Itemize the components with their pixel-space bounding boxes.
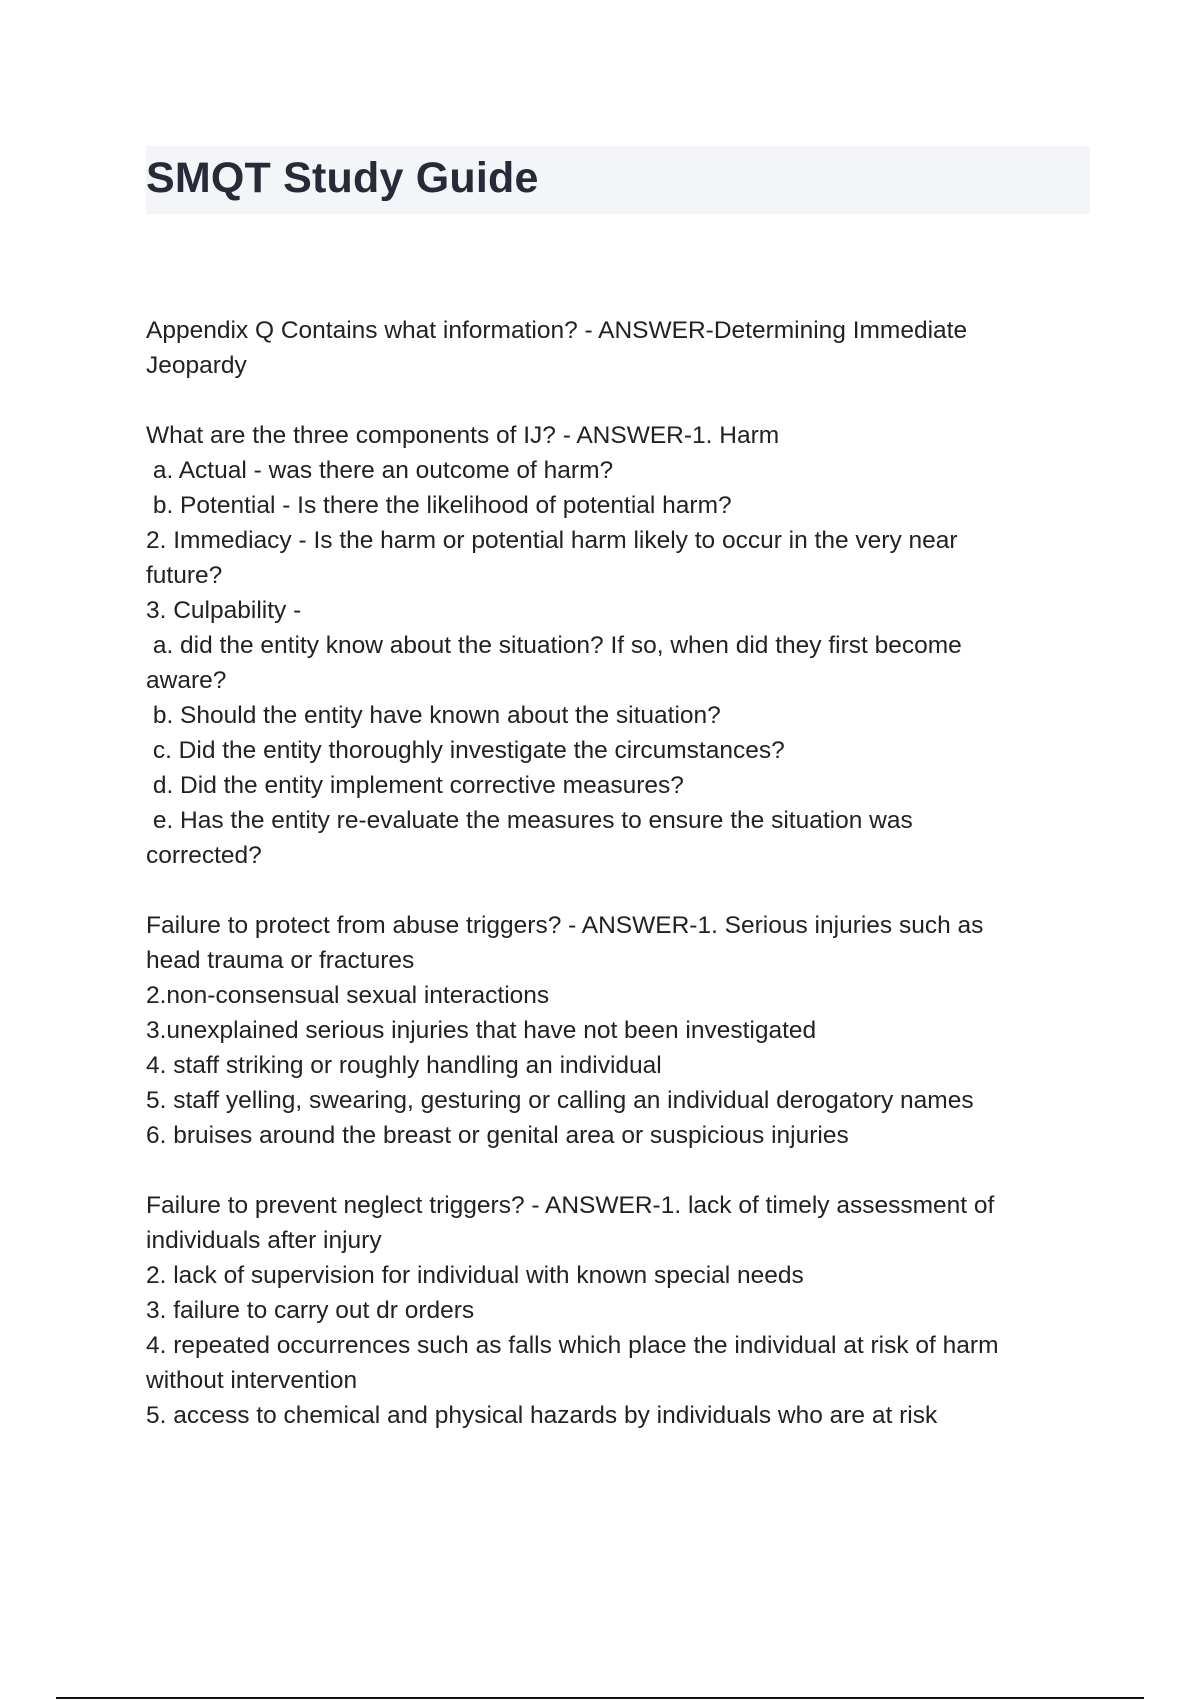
text-line: head trauma or fractures <box>146 947 415 974</box>
text-line: Appendix Q Contains what information? - ANSWER-Determining Immediate <box>146 317 968 344</box>
text-line: Failure to prevent neglect triggers? - ANSWER-1. lack of timely assessment of <box>146 1192 995 1219</box>
text-line: What are the three components of IJ? - ANSWER-1. Harm <box>146 422 780 449</box>
text-line: 4. staff striking or roughly handling an individual <box>146 1052 662 1079</box>
text-line: corrected? <box>146 842 262 869</box>
text-line: 3.unexplained serious injuries that have not been investigated <box>146 1017 817 1044</box>
text-line: aware? <box>146 667 227 694</box>
text-line: a. Actual - was there an outcome of harm? <box>146 457 614 484</box>
qa-item-neglect-triggers <box>146 1188 1076 1433</box>
text-line: e. Has the entity re-evaluate the measures to ensure the situation was <box>146 807 913 834</box>
qa-item-appendix-q <box>146 313 1076 383</box>
page-title: SMQT Study Guide <box>146 154 539 202</box>
text-line: 6. bruises around the breast or genital area or suspicious injuries <box>146 1122 849 1149</box>
page-footer-divider <box>56 1697 1144 1699</box>
text-line: 5. staff yelling, swearing, gesturing or calling an individual derogatory names <box>146 1087 974 1114</box>
qa-item-ij-components <box>146 418 1076 873</box>
text-line: 3. failure to carry out dr orders <box>146 1297 475 1324</box>
text-line: Failure to protect from abuse triggers? - ANSWER-1. Serious injuries such as <box>146 912 984 939</box>
text-line: a. did the entity know about the situation? If so, when did they first become <box>146 632 962 659</box>
text-line: future? <box>146 562 223 589</box>
text-line: 2.non-consensual sexual interactions <box>146 982 550 1009</box>
text-line: without intervention <box>146 1367 358 1394</box>
text-line: Jeopardy <box>146 352 247 379</box>
text-line: b. Should the entity have known about the situation? <box>146 702 721 729</box>
text-line: 5. access to chemical and physical hazards by individuals who are at risk <box>146 1402 938 1429</box>
text-line: individuals after injury <box>146 1227 382 1254</box>
text-line: 2. Immediacy - Is the harm or potential harm likely to occur in the very near <box>146 527 958 554</box>
text-line: b. Potential - Is there the likelihood of potential harm? <box>146 492 732 519</box>
qa-item-abuse-triggers <box>146 908 1076 1153</box>
title-banner <box>146 146 1090 214</box>
study-guide-content <box>146 313 1076 1468</box>
text-line: 2. lack of supervision for individual with known special needs <box>146 1262 804 1289</box>
text-line: c. Did the entity thoroughly investigate the circumstances? <box>146 737 785 764</box>
text-line: d. Did the entity implement corrective measures? <box>146 772 684 799</box>
text-line: 4. repeated occurrences such as falls which place the individual at risk of harm <box>146 1332 999 1359</box>
text-line: 3. Culpability - <box>146 597 302 624</box>
